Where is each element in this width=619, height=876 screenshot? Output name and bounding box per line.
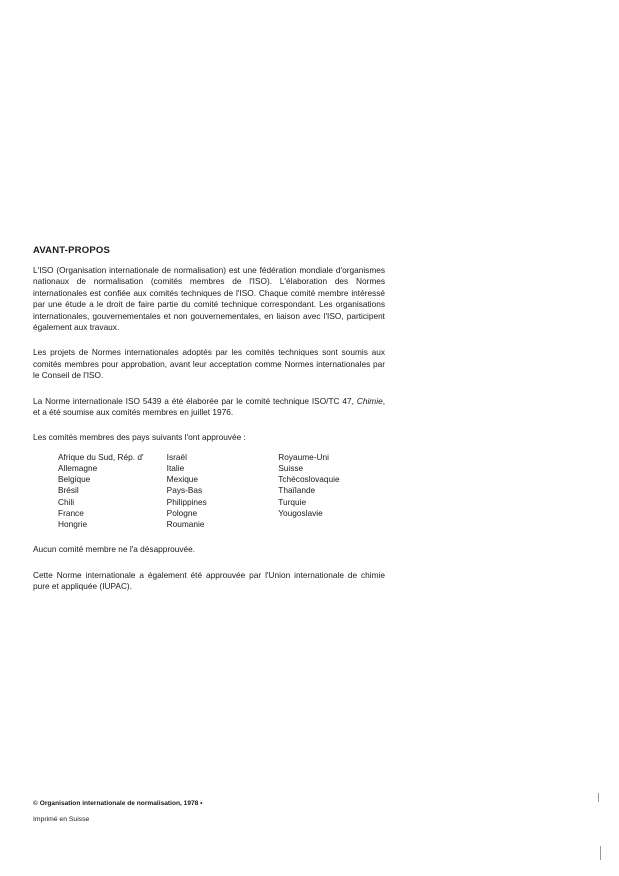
country-item: Roumanie (166, 519, 205, 530)
country-item: Allemagne (58, 463, 98, 474)
country-item: Pays-Bas (166, 485, 203, 496)
country-item: Yougoslavie (278, 507, 323, 518)
paragraph-iso-description: L'ISO (Organisation internationale de normalisation) est une fédération mondiale d'organismes nationaux de normalisation (comités membres de l'ISO). L'élaboration des Normes internationales est confiée aux comités techniques de l'ISO. Chaque comité membre intéressé par une étude a le droit de faire partie du comité technique correspondant. Les organisations internationales, gouvernementales et non gouvernementales, en liaison avec l'ISO, participent également aux travaux. (33, 265, 385, 333)
country-item: Belgique (58, 474, 91, 485)
copyright-notice: © Organisation internationale de normalisation, 1978 • (33, 800, 203, 807)
country-item: Philippines (166, 496, 207, 507)
scan-mark (598, 793, 599, 802)
countries-column-1 (58, 452, 167, 530)
origin-text-start: La Norme internationale ISO 5439 a été élaborée par le comité technique ISO/TC 47, (33, 395, 357, 406)
printed-in-notice: Imprimé en Suisse (33, 816, 90, 823)
country-item: Turquie (278, 496, 307, 507)
paragraph-no-disapproval: Aucun comité membre ne l'a désapprouvée. (33, 544, 196, 555)
approving-countries-list (58, 452, 385, 530)
country-item: Brésil (58, 485, 79, 496)
country-item: Tchécoslovaquie (278, 474, 340, 485)
country-item: France (58, 507, 84, 518)
section-heading: AVANT-PROPOS (33, 245, 110, 256)
paragraph-draft-standards: Les projets de Normes internationales adoptés par les comités techniques sont soumis aux comités membres pour approbation, avant leur acceptation comme Normes internationales par le Conseil de l'ISO. (33, 347, 385, 381)
country-item: Thaïlande (278, 485, 316, 496)
scan-mark (600, 846, 601, 860)
countries-column-3 (278, 452, 385, 530)
country-item: Afrique du Sud, Rép. d' (58, 451, 144, 462)
country-item: Royaume-Uni (278, 451, 329, 462)
country-item: Suisse (278, 463, 304, 474)
foreword-section (33, 245, 385, 607)
committee-name: Chimie (356, 395, 383, 406)
country-item: Chili (58, 496, 75, 507)
page-footer (33, 800, 203, 823)
paragraph-standard-origin (33, 396, 385, 419)
country-item: Italie (166, 463, 185, 474)
country-item: Hongrie (58, 519, 88, 530)
country-item: Israël (166, 451, 187, 462)
origin-text-end: , et a été soumise aux comités membres en juillet 1976. (33, 395, 385, 418)
country-item: Mexique (166, 474, 199, 485)
countries-column-2 (167, 452, 279, 530)
country-item: Pologne (166, 507, 198, 518)
paragraph-iupac-approval: Cette Norme internationale a également été approuvée par l'Union internationale de chimie pure et appliquée (IUPAC). (33, 569, 385, 592)
paragraph-approval-intro: Les comités membres des pays suivants l'ont approuvée : (33, 432, 246, 443)
